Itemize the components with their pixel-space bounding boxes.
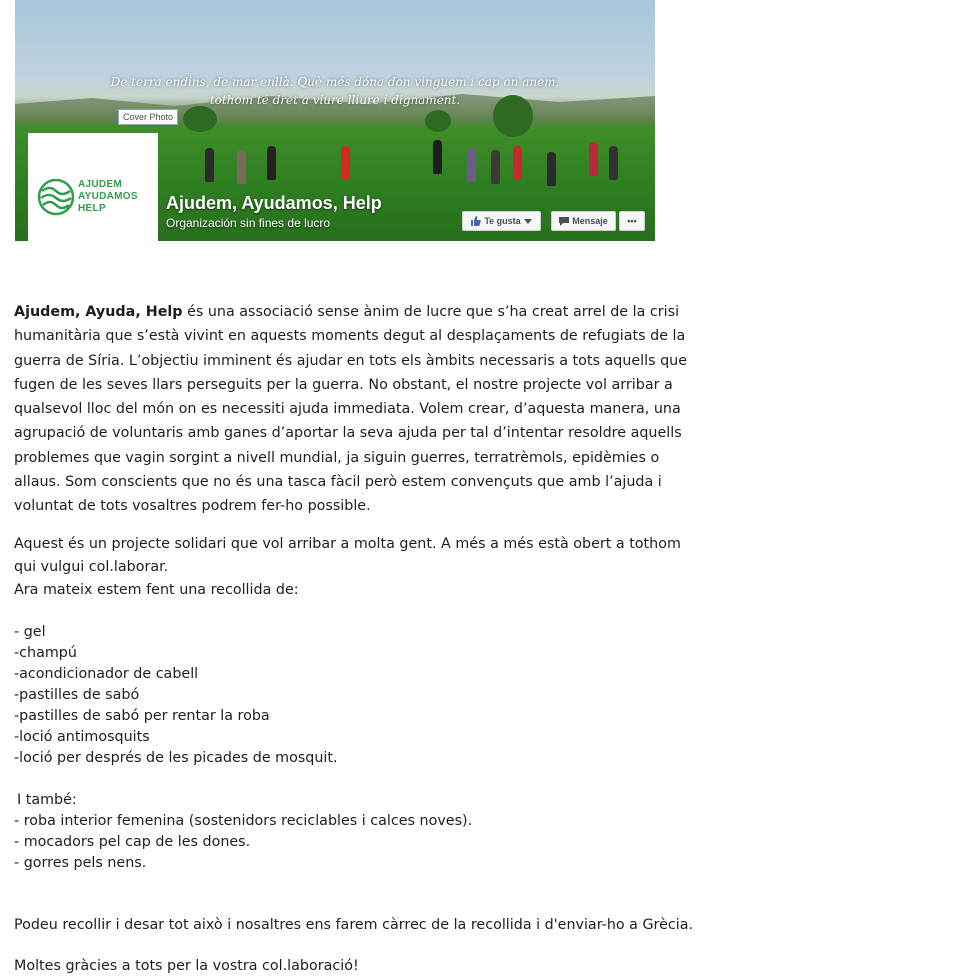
person	[513, 146, 522, 180]
additional-list	[14, 811, 472, 874]
page-category: Organización sin fines de lucro	[166, 216, 331, 230]
logo-line: HELP	[78, 203, 106, 214]
thumbs-up-icon	[471, 216, 481, 226]
cover-quote	[15, 73, 655, 109]
list-item: -pastilles de sabó	[14, 687, 140, 703]
person	[589, 142, 598, 176]
message-icon	[559, 217, 569, 226]
list-item: - mocadors pel cap de les dones.	[14, 834, 251, 850]
like-button-label: Te gusta	[484, 216, 521, 226]
caret-down-icon	[524, 219, 532, 224]
person	[547, 152, 556, 186]
thanks-paragraph: Moltes gràcies a tots per la vostra col.laboració!	[14, 958, 359, 974]
list-item: -loció per després de les picades de mosquit.	[14, 750, 338, 766]
more-options-button[interactable]	[619, 211, 645, 231]
person	[237, 150, 246, 184]
person	[491, 150, 500, 184]
intro-text: és una associació sense ànim de lucre que s’ha creat arrel de la crisi humanitària que s’està vivint en aquests moments degut al desplaçaments de refugiats de la guerra de Síria. L’objectiu imminent és ajudar en tots els àmbits necessaris a tots aquells que fugen de les seves llars perseguits per la guerra. No obstant, el nostre projecte vol arribar a qualsevol lloc del món on es necessiti ajuda immediata. Volem crear, d’aquesta manera, una agrupació de voluntaris amb ganes d’aportar la seva ajuda per tal d’intentar resoldre aquells problemes que vagin sorgint a nivell mundial, ja siguin guerres, terratrèmols, epidèmies o allaus. Som conscients que no és una tasca fàcil però estem convençuts que amb l’ajuda i voluntat de tots vosaltres podrem fer-ho possible.	[14, 304, 688, 515]
list-item: - gorres pels nens.	[14, 855, 147, 871]
person	[341, 146, 350, 180]
list-item: -loció antimosquits	[14, 729, 150, 745]
collection-intro: Ara mateix estem fent una recollida de:	[14, 582, 299, 598]
person	[467, 148, 476, 182]
project-text: Aquest és un projecte solidari que vol arribar a molta gent. A més a més està obert a tothom qui vulgui col.laborar.	[14, 536, 681, 575]
message-button-label: Mensaje	[572, 216, 608, 226]
cover-photo-label[interactable]: Cover Photo	[118, 109, 178, 125]
person	[205, 148, 214, 182]
tree	[425, 110, 451, 132]
project-paragraph	[14, 533, 704, 602]
logo-line: AJUDEM	[78, 179, 123, 190]
list-item: -acondicionador de cabell	[14, 666, 199, 682]
logo-line: AYUDAMOS	[78, 191, 138, 202]
tree	[183, 106, 217, 132]
person	[267, 146, 276, 180]
cover-quote-line-2: tothom té dret a viure lliure i dignament.	[209, 93, 461, 107]
cover-quote-line-1: De terra endins, de mar enllà. Què més dóna don vinguem i cap on anem,	[110, 75, 560, 89]
logo-text	[78, 179, 138, 215]
list-item: -champú	[14, 645, 77, 661]
ajudem-logo-icon	[36, 177, 76, 217]
also-heading: I també:	[17, 792, 77, 808]
intro-paragraph	[14, 300, 704, 519]
list-item: - gel	[14, 624, 46, 640]
page-name[interactable]: Ajudem, Ayudamos, Help	[166, 193, 382, 213]
facebook-cover-banner	[15, 0, 655, 241]
more-options-icon: •••	[627, 216, 637, 226]
list-item: -pastilles de sabó per rentar la roba	[14, 708, 270, 724]
person	[609, 146, 618, 180]
closing-paragraph: Podeu recollir i desar tot això i nosaltres ens farem càrrec de la recollida i d'enviar-ho a Grècia.	[14, 917, 694, 933]
like-button[interactable]	[462, 211, 541, 231]
person	[433, 140, 442, 174]
profile-picture[interactable]	[28, 133, 158, 241]
org-name: Ajudem, Ayuda, Help	[14, 304, 183, 320]
message-button[interactable]	[551, 211, 616, 231]
article-content	[14, 300, 704, 974]
collection-list	[14, 622, 338, 769]
list-item: - roba interior femenina (sostenidors reciclables i calces noves).	[14, 813, 473, 829]
